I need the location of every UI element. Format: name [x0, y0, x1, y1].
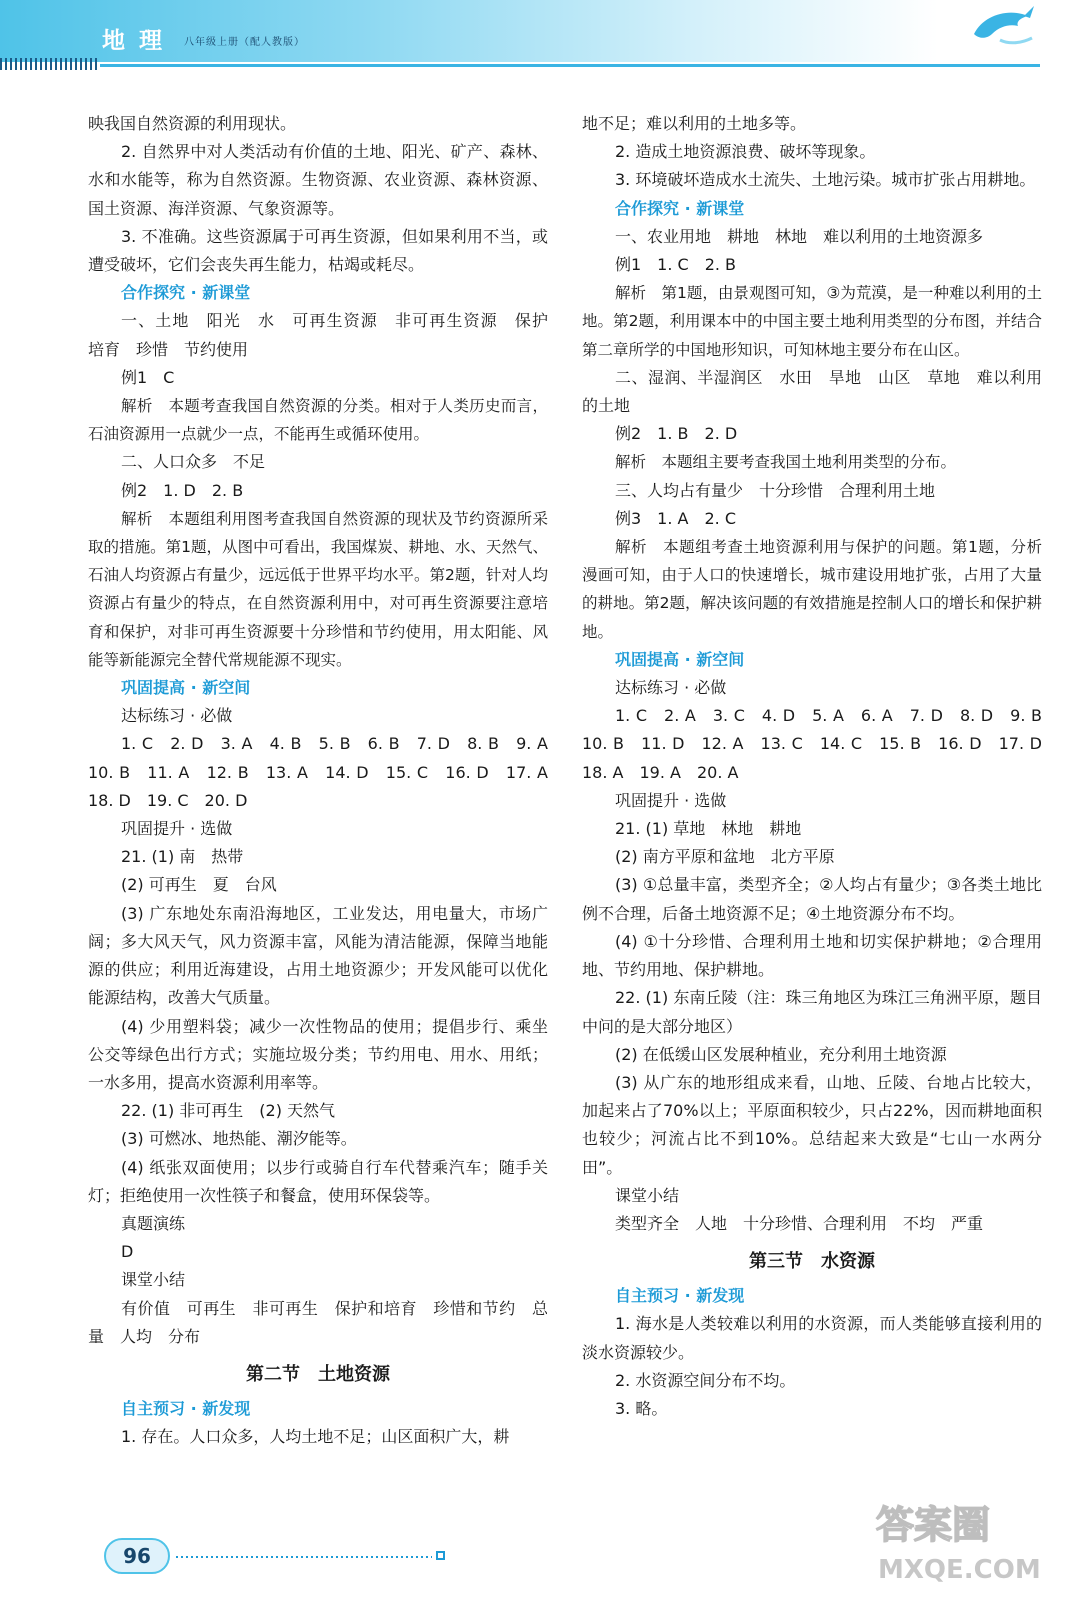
answer-line: 22. (1) 东南丘陵（注：珠三角地区为珠江三角洲平原，题目中问的是大部分地区）: [582, 988, 1042, 1036]
chapter-heading: 第二节 土地资源: [246, 1363, 390, 1385]
answer-line: 解析 第1题，由景观图可知，③为荒漠，是一种难以利用的土地。第2题，利用课本中的中国主要土地利用类型的分布图，并结合第二章所学的中国地形知识，可知林地主要分布在山区。: [582, 284, 1042, 359]
answer-line: (2) 在低缓山区发展种植业，充分利用土地资源: [615, 1044, 947, 1064]
section-heading: 巩固提高 · 新空间: [121, 678, 251, 698]
answer-line: 真题演练: [121, 1213, 186, 1233]
answer-line: 例1 1. C 2. B: [615, 255, 737, 275]
chapter-heading: 第三节 水资源: [749, 1251, 875, 1273]
watermark-text: MXQE.COM: [878, 1555, 1041, 1585]
answer-line: (3) 从广东的地形组成来看，山地、丘陵、台地占比较大，加起来占了70%以上；平原面积较少，只占22%，因而耕地面积也较少；河流占比不到10%。总结起来大致是“七山一水两分田”。: [582, 1072, 1042, 1177]
answer-line: (2) 可再生 夏 台风: [121, 875, 277, 895]
answer-line: 3. 不准确。这些资源属于可再生资源，但如果利用不当，或遭受破坏，它们会丧失再生能力，枯竭或耗尽。: [88, 226, 548, 275]
answer-line: 解析 本题组利用图考查我国自然资源的现状及节约资源所采取的措施。第1题，从图中可看出，我国煤炭、耕地、水、天然气、石油人均资源占有量少，远远低于世界平均水平。第2题，针对人均资源占有量少的特点，在自然资源利用中，对可再生资源要注意培育和保护，对非可再生资源要十分珍惜和节约使用，用太阳能、风能等新能源完全替代常规能源不现实。: [88, 509, 548, 669]
answer-line: 1. 海水是人类较难以利用的水资源，而人类能够直接利用的淡水资源较少。: [582, 1314, 1042, 1362]
answer-line: 解析 本题组考查土地资源利用与保护的问题。第1题，分析漫画可知，由于人口的快速增长，城市建设用地扩张，占用了大量的耕地。第2题，解决该问题的有效措施是控制人口的增长和保护耕地。: [582, 538, 1042, 641]
section-heading: 巩固提高 · 新空间: [615, 649, 745, 669]
answer-line: 课堂小结: [615, 1185, 680, 1205]
answer-line: 2. 自然界中对人类活动有价值的土地、阳光、矿产、森林、水和水能等，称为自然资源。生物资源、农业资源、森林资源、国土资源、海洋资源、气象资源等。: [88, 142, 548, 218]
answer-line: 一、农业用地 耕地 林地 难以利用的土地资源多: [615, 226, 984, 246]
answer-line: 例1 C: [121, 367, 175, 387]
answer-line: 一、土地 阳光 水 可再生资源 非可再生资源 保护 培育 珍惜 节约使用: [88, 311, 565, 359]
subject-title: 地理: [102, 28, 176, 54]
answer-line: 例2 1. B 2. D: [615, 424, 738, 444]
answer-line: 解析 本题考查我国自然资源的分类。相对于人类历史而言，石油资源用一点就少一点，不能再生或循环使用。: [88, 397, 548, 444]
dolphin-icon: [970, 4, 1040, 52]
answer-line: 达标练习 · 必做: [121, 706, 233, 726]
footer-square-icon: [436, 1551, 445, 1560]
header-rule: [100, 64, 1040, 67]
answer-line: 有价值 可再生 非可再生 保护和培育 珍惜和节约 总量 人均 分布: [88, 1298, 548, 1346]
answer-line: 巩固提升 · 选做: [615, 790, 727, 810]
answer-line: 21. (1) 南 热带: [121, 847, 244, 867]
answer-line: 1. 存在。人口众多，人均土地不足；山区面积广大，耕: [121, 1427, 510, 1447]
answer-line: 21. (1) 草地 林地 耕地: [615, 819, 802, 839]
answer-line: 课堂小结: [121, 1270, 186, 1290]
answer-line: 2. 造成土地资源浪费、破坏等现象。: [615, 142, 876, 162]
answer-line: 巩固提升 · 选做: [121, 819, 233, 839]
answer-line: 22. (1) 非可再生 (2) 天然气: [121, 1101, 336, 1121]
footer-dotted-rule: [176, 1556, 432, 1558]
answer-line: 3. 略。: [615, 1398, 668, 1418]
answer-line: 例3 1. A 2. C: [615, 508, 737, 528]
answer-line: 2. 水资源空间分布不均。: [615, 1370, 796, 1390]
answer-line: (3) ①总量丰富，类型齐全；②人均占有量少；③各类土地比例不合理，后备土地资源不足；④土地资源分布不均。: [582, 875, 1042, 923]
answer-line: (3) 广东地处东南沿海地区，工业发达，用电量大，市场广阔；多大风天气，风力资源丰富，风能为清洁能源，保障当地能源的供应；利用近海建设，占用土地资源少；开发风能可以优化能源结构，改善大气质量。: [88, 903, 548, 1008]
answer-line: 三、人均占有量少 十分珍惜 合理利用土地: [615, 480, 936, 500]
header-banner: [0, 0, 1066, 62]
answer-line: 1. C 2. D 3. A 4. B 5. B 6. B 7. D 8. B 9. A 10. B 11. A 12. B 13. A 14. D 15. C 16. D 17. A 18. D 19. C 20. D: [88, 734, 565, 810]
answer-line: 3. 环境破坏造成水土流失、土地污染。城市扩张占用耕地。: [615, 170, 1036, 190]
answer-line: 二、湿润、半湿润区 水田 旱地 山区 草地 难以利用的土地: [582, 367, 1042, 416]
right-column: [582, 110, 1059, 1423]
answer-line: (4) 少用塑料袋；减少一次性物品的使用；提倡步行、乘坐公交等绿色出行方式；实施垃圾分类；节约用电、用水、用纸；一水多用，提高水资源利用率等。: [88, 1016, 548, 1092]
section-heading: 合作探究 · 新课堂: [121, 283, 251, 303]
answer-line: 地不足；难以利用的土地多等。: [582, 114, 807, 133]
watermark-top-text: 答案圈: [876, 1503, 991, 1547]
answer-line: (2) 南方平原和盆地 北方平原: [615, 847, 835, 867]
section-heading: 自主预习 · 新发现: [121, 1398, 251, 1418]
section-heading: 自主预习 · 新发现: [615, 1286, 745, 1306]
answer-line: 例2 1. D 2. B: [121, 480, 244, 500]
left-column: [88, 110, 565, 1451]
answer-line: (4) ①十分珍惜、合理利用土地和切实保护耕地；②合理用地、节约用地、保护耕地。: [582, 931, 1042, 980]
answer-line: 解析 本题组主要考查我国土地利用类型的分布。: [615, 453, 957, 472]
page-number: 96: [104, 1538, 170, 1574]
answer-line: (3) 可燃冰、地热能、潮汐能等。: [121, 1129, 357, 1149]
watermark-logo: [868, 1492, 1058, 1592]
section-heading: 合作探究 · 新课堂: [615, 198, 745, 218]
answer-line: 类型齐全 人地 十分珍惜、合理利用 不均 严重: [615, 1213, 984, 1233]
book-subtitle: 八年级上册（配人教版）: [184, 37, 305, 48]
answer-line: 达标练习 · 必做: [615, 678, 727, 698]
header-tick-bar: [0, 58, 100, 70]
answer-line: 二、人口众多 不足: [121, 452, 266, 472]
answer-line: 映我国自然资源的利用现状。: [88, 114, 297, 133]
answer-line: D: [121, 1242, 134, 1262]
answer-line: 1. C 2. A 3. C 4. D 5. A 6. A 7. D 8. D 9. B 10. B 11. D 12. A 13. C 14. C 15. B 16. D 17. D 18. A 19. A 20. A: [582, 706, 1059, 782]
answer-line: (4) 纸张双面使用；以步行或骑自行车代替乘汽车；随手关灯；拒绝使用一次性筷子和餐盒，使用环保袋等。: [88, 1157, 548, 1205]
